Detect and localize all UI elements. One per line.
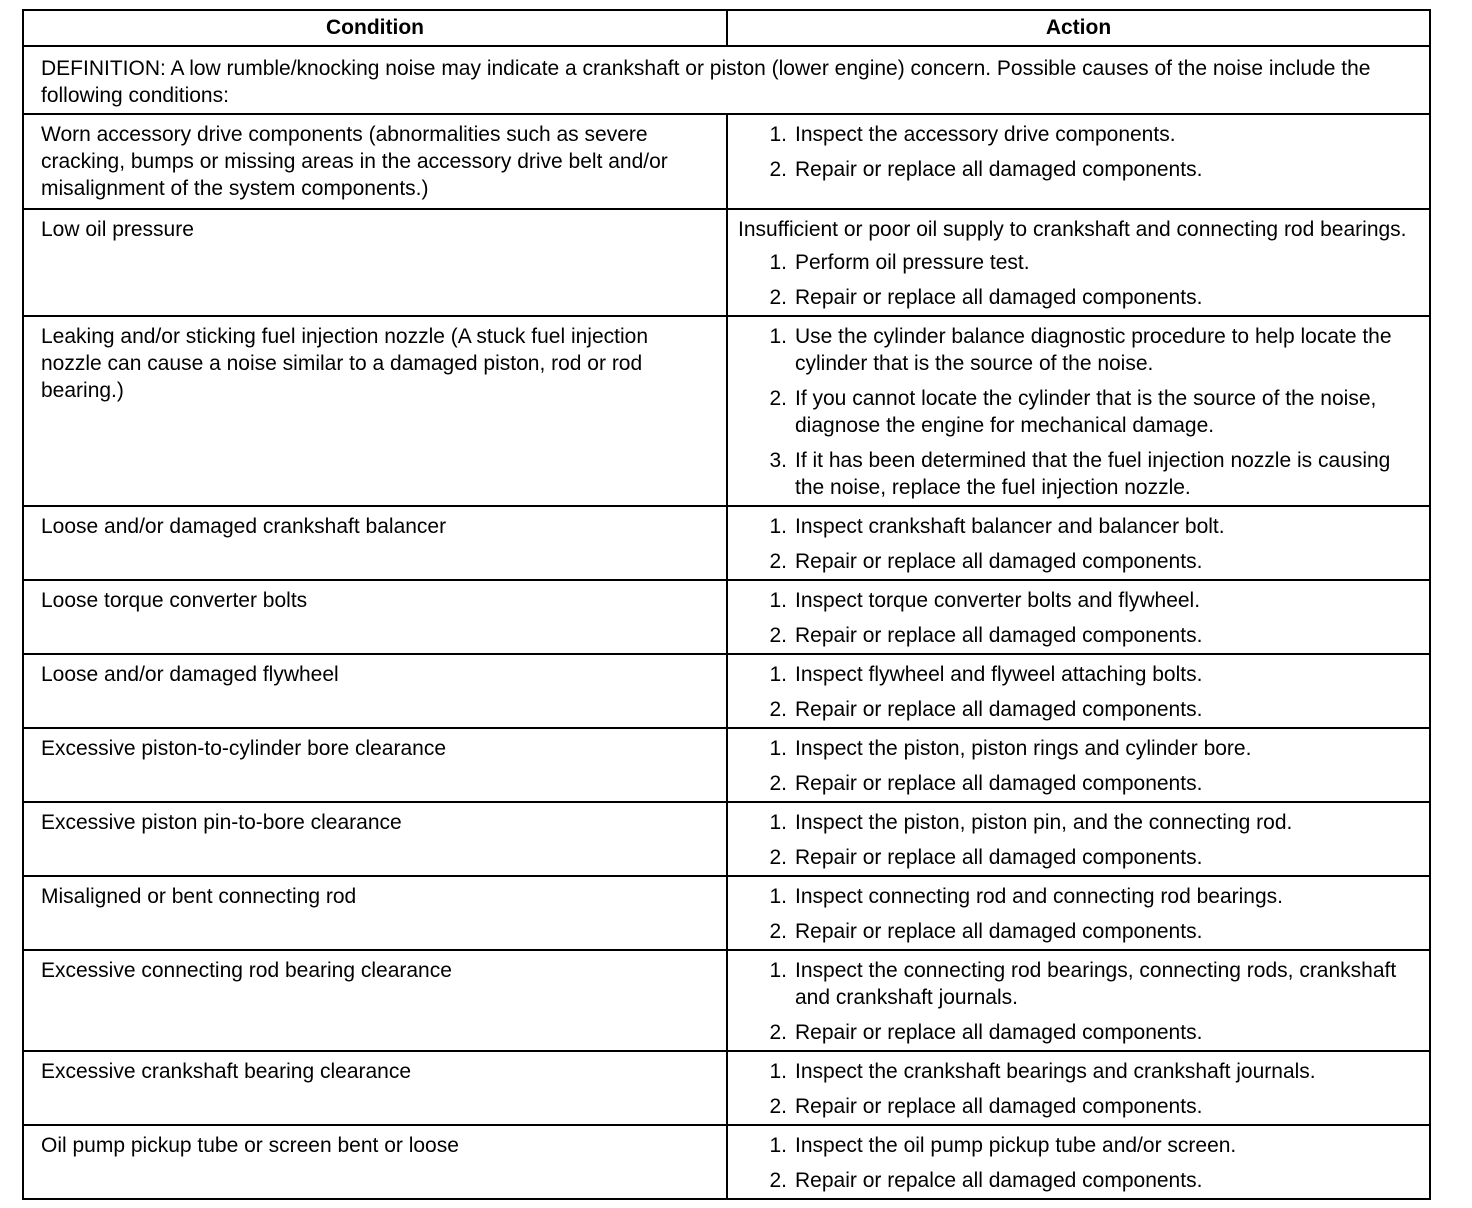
step-text: Inspect flywheel and flyweel attaching bolts. <box>795 663 1203 686</box>
condition-cell: Loose torque converter bolts <box>23 580 727 654</box>
table-row <box>23 316 1430 506</box>
action-cell <box>727 1051 1430 1125</box>
condition-cell: Excessive connecting rod bearing clearance <box>23 950 727 1051</box>
header-row <box>23 10 1430 46</box>
action-step <box>738 548 1419 575</box>
action-cell <box>727 950 1430 1051</box>
step-number: 1. <box>769 885 787 908</box>
step-text: Inspect the crankshaft bearings and crankshaft journals. <box>795 1060 1316 1083</box>
table-row <box>23 802 1430 876</box>
step-text: Repair or replace all damaged components. <box>795 846 1203 869</box>
action-column-header: Action <box>727 10 1430 46</box>
action-steps <box>738 1132 1419 1194</box>
step-number: 1. <box>769 325 787 348</box>
step-number: 2. <box>769 158 787 181</box>
step-number: 2. <box>769 698 787 721</box>
action-step <box>738 1167 1419 1194</box>
action-step <box>738 1093 1419 1120</box>
table-row <box>23 1051 1430 1125</box>
step-text: Repair or replace all damaged components. <box>795 550 1203 573</box>
table-row <box>23 209 1430 316</box>
action-step <box>738 447 1419 501</box>
condition-cell: Oil pump pickup tube or screen bent or loose <box>23 1125 727 1199</box>
step-number: 2. <box>769 846 787 869</box>
step-text: If you cannot locate the cylinder that is the source of the noise, diagnose the engine for mechanical damage. <box>795 387 1377 437</box>
action-step <box>738 156 1419 183</box>
step-number: 1. <box>769 251 787 274</box>
condition-cell: Misaligned or bent connecting rod <box>23 876 727 950</box>
step-number: 1. <box>769 811 787 834</box>
step-text: Repair or replace all damaged components. <box>795 1095 1203 1118</box>
table-row <box>23 876 1430 950</box>
action-cell <box>727 1125 1430 1199</box>
action-steps <box>738 809 1419 871</box>
action-steps <box>738 1058 1419 1120</box>
action-step <box>738 809 1419 836</box>
table-row <box>23 580 1430 654</box>
step-number: 2. <box>769 920 787 943</box>
step-text: Inspect the connecting rod bearings, connecting rods, crankshaft and crankshaft journals. <box>795 959 1397 1009</box>
step-text: Inspect crankshaft balancer and balancer bolt. <box>795 515 1225 538</box>
step-number: 1. <box>769 515 787 538</box>
step-number: 2. <box>769 286 787 309</box>
step-number: 2. <box>769 624 787 647</box>
step-text: Inspect connecting rod and connecting rod bearings. <box>795 885 1283 908</box>
action-step <box>738 587 1419 614</box>
condition-cell: Loose and/or damaged flywheel <box>23 654 727 728</box>
action-step <box>738 284 1419 311</box>
action-step <box>738 918 1419 945</box>
action-step <box>738 661 1419 688</box>
step-number: 1. <box>769 959 787 982</box>
condition-cell: Worn accessory drive components (abnormalities such as severe cracking, bumps or missing areas in the accessory drive belt and/or misalignment of the system components.) <box>23 114 727 209</box>
action-step <box>738 249 1419 276</box>
step-text: Repair or replace all damaged components. <box>795 1021 1203 1044</box>
action-steps <box>738 121 1419 183</box>
step-number: 2. <box>769 387 787 410</box>
action-steps <box>738 735 1419 797</box>
step-text: Repair or replace all damaged components. <box>795 286 1203 309</box>
condition-cell: Excessive crankshaft bearing clearance <box>23 1051 727 1125</box>
step-text: Repair or replace all damaged components. <box>795 698 1203 721</box>
action-steps <box>738 957 1419 1046</box>
step-text: Repair or replace all damaged components. <box>795 772 1203 795</box>
step-number: 1. <box>769 737 787 760</box>
action-cell <box>727 728 1430 802</box>
step-number: 3. <box>769 449 787 472</box>
step-text: Perform oil pressure test. <box>795 251 1030 274</box>
condition-cell: Loose and/or damaged crankshaft balancer <box>23 506 727 580</box>
step-text: Repair or replace all damaged components. <box>795 624 1203 647</box>
action-step <box>738 1132 1419 1159</box>
step-text: Use the cylinder balance diagnostic procedure to help locate the cylinder that is the source of the noise. <box>795 325 1392 375</box>
action-step <box>738 121 1419 148</box>
diagnostic-table <box>22 9 1431 1200</box>
table-row <box>23 654 1430 728</box>
condition-cell: Excessive piston pin-to-bore clearance <box>23 802 727 876</box>
table-row <box>23 950 1430 1051</box>
step-text: Inspect the piston, piston rings and cylinder bore. <box>795 737 1252 760</box>
step-text: Inspect the piston, piston pin, and the connecting rod. <box>795 811 1293 834</box>
action-cell <box>727 654 1430 728</box>
action-step <box>738 1058 1419 1085</box>
step-number: 2. <box>769 1021 787 1044</box>
action-steps <box>738 883 1419 945</box>
action-step <box>738 1019 1419 1046</box>
action-step <box>738 770 1419 797</box>
table-row <box>23 114 1430 209</box>
step-text: Inspect the oil pump pickup tube and/or screen. <box>795 1134 1237 1157</box>
step-text: Inspect the accessory drive components. <box>795 123 1176 146</box>
condition-column-header: Condition <box>23 10 727 46</box>
definition-text: DEFINITION: A low rumble/knocking noise may indicate a crankshaft or piston (lower engine) concern. Possible causes of the noise include the following conditions: <box>23 46 1430 114</box>
action-steps <box>738 323 1419 501</box>
step-number: 1. <box>769 589 787 612</box>
step-number: 1. <box>769 663 787 686</box>
step-text: Repair or replace all damaged components. <box>795 920 1203 943</box>
condition-cell: Leaking and/or sticking fuel injection nozzle (A stuck fuel injection nozzle can cause a noise similar to a damaged piston, rod or rod bearing.) <box>23 316 727 506</box>
action-cell <box>727 876 1430 950</box>
table-row <box>23 1125 1430 1199</box>
action-steps <box>738 249 1419 311</box>
action-step <box>738 513 1419 540</box>
step-number: 2. <box>769 1095 787 1118</box>
action-steps <box>738 587 1419 649</box>
action-step <box>738 844 1419 871</box>
table-row <box>23 728 1430 802</box>
action-step <box>738 883 1419 910</box>
action-cell <box>727 114 1430 209</box>
action-intro: Insufficient or poor oil supply to crankshaft and connecting rod bearings. <box>738 218 1407 241</box>
action-steps <box>738 513 1419 575</box>
action-step <box>738 385 1419 439</box>
action-step <box>738 735 1419 762</box>
step-number: 2. <box>769 550 787 573</box>
action-cell <box>727 209 1430 316</box>
step-number: 1. <box>769 123 787 146</box>
step-number: 2. <box>769 1169 787 1192</box>
action-step <box>738 957 1419 1011</box>
step-number: 2. <box>769 772 787 795</box>
action-cell <box>727 506 1430 580</box>
step-text: Repair or repalce all damaged components. <box>795 1169 1203 1192</box>
step-text: Inspect torque converter bolts and flywheel. <box>795 589 1201 612</box>
step-text: Repair or replace all damaged components. <box>795 158 1203 181</box>
condition-cell: Low oil pressure <box>23 209 727 316</box>
table-row <box>23 506 1430 580</box>
step-number: 1. <box>769 1134 787 1157</box>
action-cell <box>727 802 1430 876</box>
definition-row <box>23 46 1430 114</box>
action-step <box>738 622 1419 649</box>
action-step <box>738 696 1419 723</box>
action-cell <box>727 580 1430 654</box>
step-number: 1. <box>769 1060 787 1083</box>
action-cell <box>727 316 1430 506</box>
step-text: If it has been determined that the fuel injection nozzle is causing the noise, replace the fuel injection nozzle. <box>795 449 1391 499</box>
action-steps <box>738 661 1419 723</box>
action-step <box>738 323 1419 377</box>
condition-cell: Excessive piston-to-cylinder bore clearance <box>23 728 727 802</box>
